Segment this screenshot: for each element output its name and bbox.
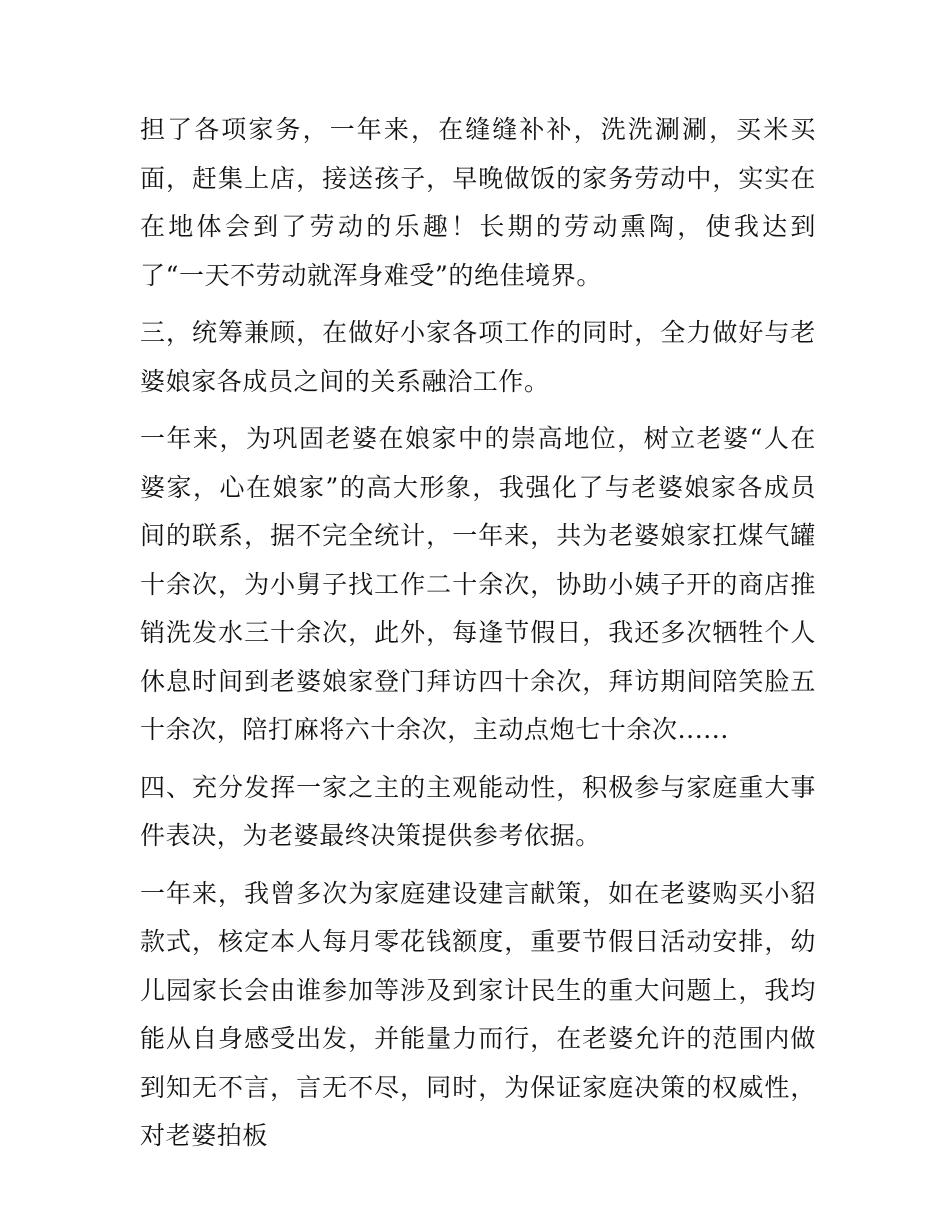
paragraph-household-chores: 担了各项家务，一年来，在缝缝补补，洗洗涮涮，买米买面，赶集上店，接送孩子，早晚做饭的家务劳动中，实实在在地体会到了劳动的乐趣！长期的劳动熏陶，使我达到了“一天不劳动就浑身难受”的绝佳境界。	[140, 115, 816, 290]
paragraph-section-three-heading: 三，统筹兼顾，在做好小家各项工作的同时，全力做好与老婆娘家各成员之间的关系融洽工作。	[140, 318, 816, 396]
document-page	[140, 106, 816, 1170]
paragraph-section-four-heading: 四、充分发挥一家之主的主观能动性，积极参与家庭重大事件表决，为老婆最终决策提供参考依据。	[140, 772, 816, 850]
paragraph-family-decisions: 一年来，我曾多次为家庭建设建言献策，如在老婆购买小貂款式，核定本人每月零花钱额度，重要节假日活动安排，幼儿园家长会由谁参加等涉及到家计民生的重大问题上，我均能从自身感受出发，并能量力而行，在老婆允许的范围内做到知无不言，言无不尽，同时，为保证家庭决策的权威性，对老婆拍板	[140, 878, 816, 1150]
paragraph-in-laws-relations: 一年来，为巩固老婆在娘家中的崇高地位，树立老婆“人在婆家，心在娘家”的高大形象，我强化了与老婆娘家各成员间的联系，据不完全统计，一年来，共为老婆娘家扛煤气罐十余次，为小舅子找工作二十余次，协助小姨子开的商店推销洗发水三十余次，此外，每逢节假日，我还多次牺牲个人休息时间到老婆娘家登门拜访四十余次，拜访期间陪笑脸五十余次，陪打麻将六十余次，主动点炮七十余次......	[140, 424, 816, 744]
